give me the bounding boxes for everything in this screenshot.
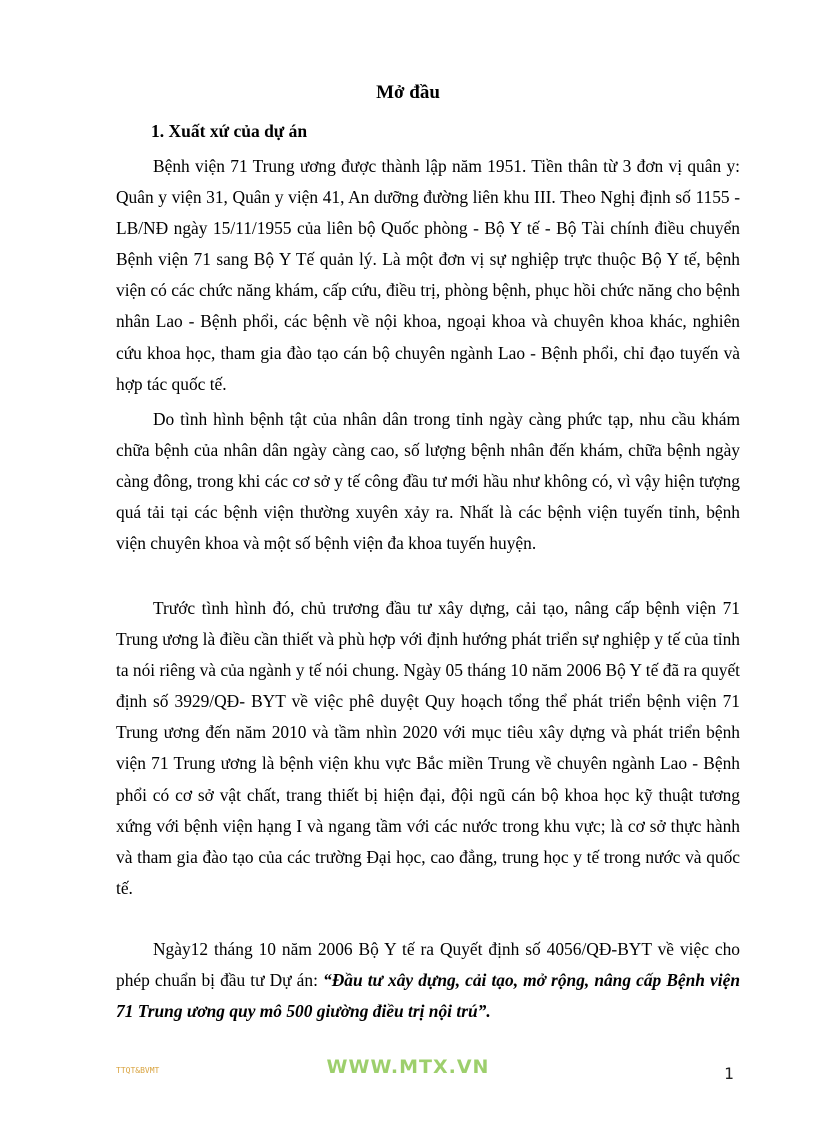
- decision-lead-text: Ngày12 tháng 10 năm 2006 Bộ Y tế ra Quyết định số 4056/QĐ-BYT về việc cho phép chuẩn bị đầu tư Dự án:: [116, 939, 740, 991]
- project-name-emphasis: “Đầu tư xây dựng, cải tạo, mở rộng, nâng cấp Bệnh viện 71 Trung ương quy mô 500 giường điều trị nội trú”.: [116, 970, 740, 1022]
- page-title: Mở đầu: [376, 82, 440, 103]
- section-heading: 1. Xuất xứ của dự án: [151, 121, 308, 141]
- page-number: 1: [724, 1064, 734, 1083]
- paragraph-situation: Do tình hình bệnh tật của nhân dân trong tỉnh ngày càng phức tạp, nhu cầu khám chữa bệnh của nhân dân ngày càng cao, số lượng bệnh nhân đến khám, chữa bệnh ngày càng đông, trong khi các cơ sở y tế công đầu tư mới hầu như không có, vì vậy hiện tượng quá tải tại các bệnh viện thường xuyên xảy ra. Nhất là các bệnh viện tuyến tỉnh, bệnh viện chuyên khoa và một số bệnh viện đa khoa tuyến huyện.: [116, 409, 740, 554]
- footer-organization-label: TTQT&BVMT: [116, 1066, 160, 1075]
- paragraph-history: Bệnh viện 71 Trung ương được thành lập năm 1951. Tiền thân từ 3 đơn vị quân y: Quân y viện 31, Quân y viện 41, An dưỡng đường liên khu III. Theo Nghị định số 1155 - LB/NĐ ngày 15/11/1955 của liên bộ Quốc phòng - Bộ Y tế - Bộ Tài chính điều chuyển Bệnh viện 71 sang Bộ Y Tế quản lý. Là một đơn vị sự nghiệp trực thuộc Bộ Y tế, bệnh viện có các chức năng khám, cấp cứu, điều trị, phòng bệnh, phục hồi chức năng cho bệnh nhân Lao - Bệnh phổi, các bệnh về nội khoa, ngoại khoa và chuyên khoa khác, nghiên cứu khoa học, tham gia đào tạo cán bộ chuyên ngành Lao - Bệnh phổi, chỉ đạo tuyến và hợp tác quốc tế.: [116, 156, 740, 394]
- footer-website-link[interactable]: WWW.MTX.VN: [326, 1056, 490, 1078]
- paragraph-decision: [116, 934, 740, 1027]
- paragraph-policy: Trước tình hình đó, chủ trương đầu tư xây dựng, cải tạo, nâng cấp bệnh viện 71 Trung ương là điều cần thiết và phù hợp với định hướng phát triển sự nghiệp y tế của tỉnh ta nói riêng và của ngành y tế nói chung. Ngày 05 tháng 10 năm 2006 Bộ Y tế đã ra quyết định số 3929/QĐ- BYT về việc phê duyệt Quy hoạch tổng thể phát triển bệnh viện 71 Trung ương đến năm 2010 và tầm nhìn 2020 với mục tiêu xây dựng và phát triển bệnh viện 71 Trung ương là bệnh viện khu vực Bắc miền Trung về chuyên ngành Lao - Bệnh phổi có cơ sở vật chất, trang thiết bị hiện đại, đội ngũ cán bộ khoa học kỹ thuật tương xứng với bệnh viện hạng I và ngang tầm với các nước trong khu vực; là cơ sở thực hành và tham gia đào tạo của các trường Đại học, cao đẳng, trung học y tế trong nước và quốc tế.: [116, 598, 740, 898]
